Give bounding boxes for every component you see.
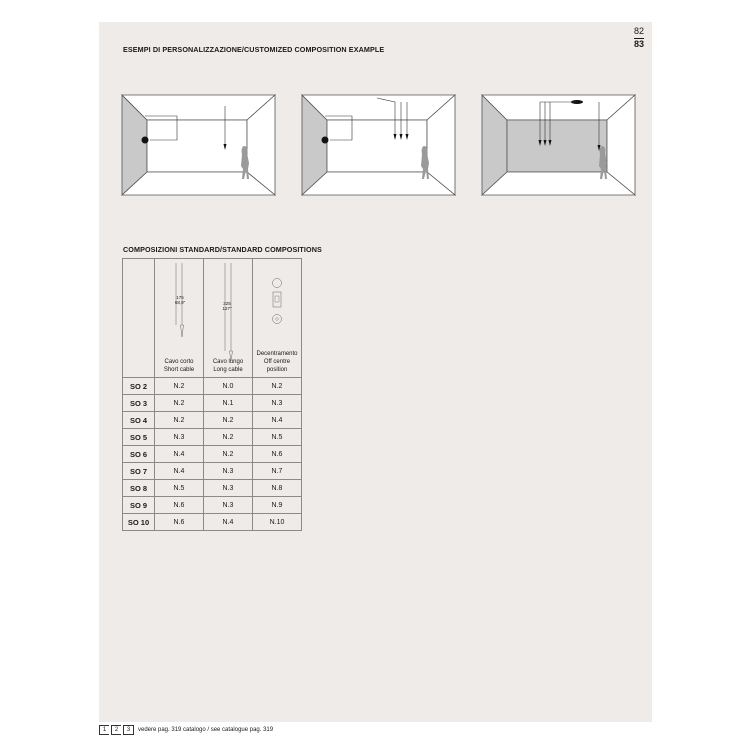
composition-value: N.4 xyxy=(253,412,302,429)
composition-value: N.2 xyxy=(204,412,253,429)
table-row xyxy=(123,378,302,395)
footer-box-2: 2 xyxy=(111,725,121,735)
room-illustration-1 xyxy=(117,90,277,200)
composition-value: N.4 xyxy=(155,446,204,463)
composition-value: N.5 xyxy=(155,480,204,497)
composition-value: N.4 xyxy=(204,514,253,531)
composition-value: N.5 xyxy=(253,429,302,446)
long-cable-label-en: Long cable xyxy=(213,367,243,373)
table-row xyxy=(123,412,302,429)
composition-value: N.3 xyxy=(253,395,302,412)
table-row xyxy=(123,514,302,531)
table-row xyxy=(123,429,302,446)
short-cable-label-en: Short cable xyxy=(163,367,195,373)
table-header-row xyxy=(123,259,302,378)
composition-value: N.0 xyxy=(204,378,253,395)
table-row xyxy=(123,446,302,463)
composition-value: N.2 xyxy=(155,412,204,429)
room-illustration-3 xyxy=(477,90,637,200)
long-cable-dim-in: 127" xyxy=(222,306,232,311)
standard-compositions-title: COMPOSIZIONI STANDARD/STANDARD COMPOSITIONS xyxy=(123,245,322,254)
compositions-table xyxy=(122,258,302,531)
composition-value: N.2 xyxy=(155,378,204,395)
examples-title: ESEMPI DI PERSONALIZZAZIONE/CUSTOMIZED COMPOSITION EXAMPLE xyxy=(123,45,385,54)
composition-value: N.2 xyxy=(204,429,253,446)
composition-value: N.3 xyxy=(204,463,253,480)
short-cable-dim-in: 68,9" xyxy=(174,300,186,305)
composition-code: SO 10 xyxy=(123,514,155,531)
long-cable-dim-cm: 325 xyxy=(223,301,231,306)
composition-code: SO 2 xyxy=(123,378,155,395)
composition-value: N.6 xyxy=(155,514,204,531)
composition-code: SO 5 xyxy=(123,429,155,446)
off-centre-label-en: Off centre position xyxy=(263,359,291,373)
off-centre-label-it: Decentramento xyxy=(256,351,298,357)
table-row xyxy=(123,463,302,480)
composition-value: N.2 xyxy=(155,395,204,412)
composition-value: N.3 xyxy=(204,480,253,497)
page-number-prev: 82 xyxy=(633,26,644,36)
composition-code: SO 3 xyxy=(123,395,155,412)
catalog-page xyxy=(99,22,652,722)
composition-value: N.10 xyxy=(253,514,302,531)
footer-box-3: 3 xyxy=(123,725,134,735)
composition-value: N.6 xyxy=(155,497,204,514)
composition-value: N.3 xyxy=(155,429,204,446)
composition-value: N.1 xyxy=(204,395,253,412)
room-illustration-2 xyxy=(297,90,457,200)
table-corner-cell xyxy=(123,259,155,378)
short-cable-dim-cm: 175 xyxy=(176,295,184,300)
table-row xyxy=(123,480,302,497)
composition-code: SO 7 xyxy=(123,463,155,480)
composition-value: N.4 xyxy=(155,463,204,480)
footer-reference xyxy=(99,725,273,735)
composition-code: SO 8 xyxy=(123,480,155,497)
composition-code: SO 9 xyxy=(123,497,155,514)
table-row xyxy=(123,395,302,412)
composition-value: N.2 xyxy=(253,378,302,395)
table-row xyxy=(123,497,302,514)
composition-value: N.7 xyxy=(253,463,302,480)
column-short-cable xyxy=(155,259,204,378)
column-off-centre xyxy=(253,259,302,378)
composition-value: N.3 xyxy=(204,497,253,514)
column-long-cable xyxy=(204,259,253,378)
footer-box-1: 1 xyxy=(99,725,109,735)
short-cable-label-it: Cavo corto xyxy=(164,359,194,365)
composition-value: N.6 xyxy=(253,446,302,463)
composition-value: N.8 xyxy=(253,480,302,497)
composition-value: N.2 xyxy=(204,446,253,463)
page-number-current: 83 xyxy=(633,39,644,49)
footer-text: vedere pag. 319 catalogo / see catalogue pag. 319 xyxy=(138,727,274,733)
composition-code: SO 4 xyxy=(123,412,155,429)
long-cable-label-it: Cavo lungo xyxy=(212,359,244,365)
page-number xyxy=(634,26,644,50)
composition-code: SO 6 xyxy=(123,446,155,463)
composition-value: N.9 xyxy=(253,497,302,514)
